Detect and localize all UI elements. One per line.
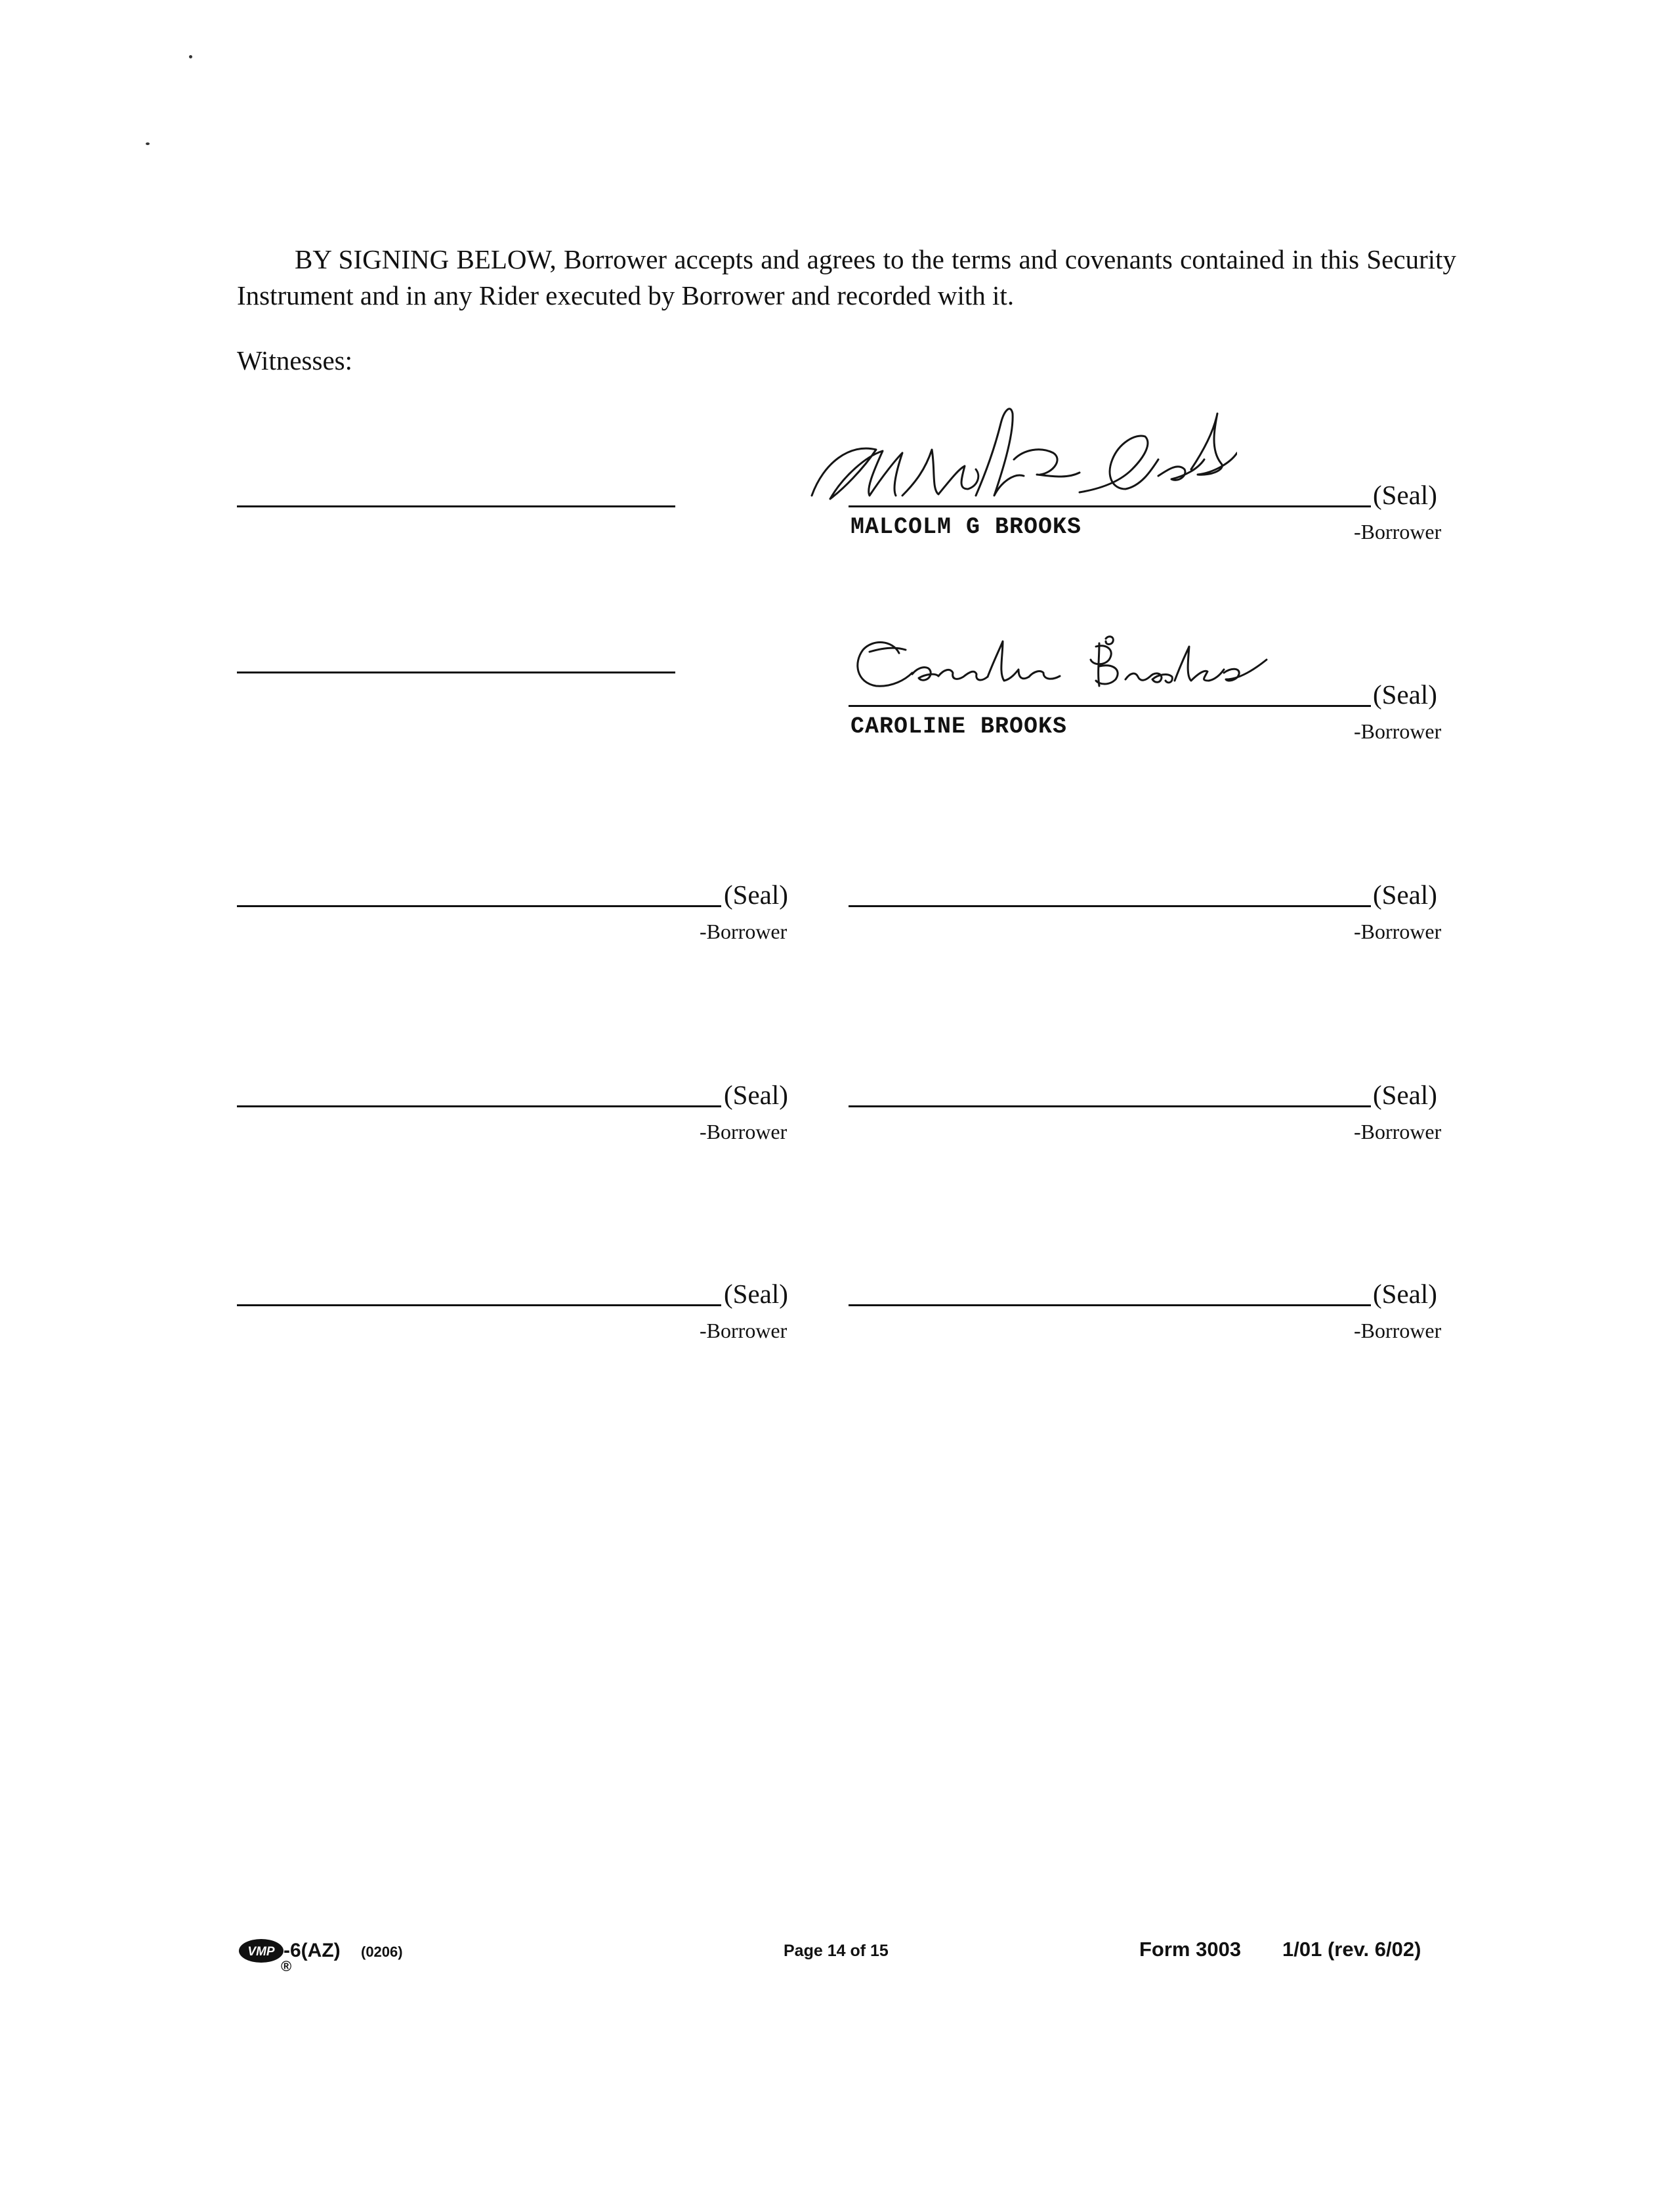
seal-label: (Seal) xyxy=(1373,1279,1437,1309)
registered-mark: ® xyxy=(281,1958,292,1974)
form-code-date: (0206) xyxy=(361,1944,403,1960)
seal-label: (Seal) xyxy=(1373,1080,1437,1110)
svg-text:VMP: VMP xyxy=(247,1945,275,1959)
borrower-role-label: -Borrower xyxy=(1354,1319,1442,1342)
borrower-signature-line[interactable] xyxy=(237,1304,721,1306)
seal-label: (Seal) xyxy=(724,1279,788,1309)
seal-label: (Seal) xyxy=(1373,679,1437,710)
borrower-signature-line[interactable] xyxy=(849,505,1371,507)
form-version: 1/01 (rev. 6/02) xyxy=(1282,1938,1421,1961)
seal-label: (Seal) xyxy=(724,1080,788,1110)
borrower-role-label: -Borrower xyxy=(1354,1120,1442,1143)
witnesses-label: Witnesses: xyxy=(237,345,352,375)
form-number: Form 3003 xyxy=(1139,1938,1242,1961)
borrower-role-label: -Borrower xyxy=(700,920,788,943)
borrower-signature-line[interactable] xyxy=(237,1105,721,1107)
borrower-printed-name: CAROLINE BROOKS xyxy=(850,714,1068,740)
borrower-role-label: -Borrower xyxy=(700,1120,788,1143)
seal-label: (Seal) xyxy=(1373,880,1437,910)
borrower-signature-line[interactable] xyxy=(849,1105,1371,1107)
form-code: -6(AZ) xyxy=(284,1940,341,1961)
borrower-printed-name: MALCOLM G BROOKS xyxy=(850,514,1082,540)
witness-signature-line[interactable] xyxy=(237,671,675,673)
page-number: Page 14 of 15 xyxy=(784,1942,889,1960)
borrower-role-label: -Borrower xyxy=(1354,520,1442,543)
scan-speck xyxy=(146,142,150,145)
seal-label: (Seal) xyxy=(1373,480,1437,510)
seal-label: (Seal) xyxy=(724,880,788,910)
vmp-logo-icon xyxy=(238,1938,285,1967)
borrower-signature-line[interactable] xyxy=(849,905,1371,907)
borrower-role-label: -Borrower xyxy=(1354,719,1442,743)
borrower-role-label: -Borrower xyxy=(700,1319,788,1342)
borrower-signature-line[interactable] xyxy=(849,705,1371,707)
borrower-role-label: -Borrower xyxy=(1354,920,1442,943)
borrower-signature-line[interactable] xyxy=(237,905,721,907)
signature-caroline-brooks xyxy=(847,633,1319,706)
signature-malcolm-brooks xyxy=(804,397,1237,515)
witness-signature-line[interactable] xyxy=(237,505,675,507)
scan-speck xyxy=(189,55,192,58)
borrower-signature-line[interactable] xyxy=(849,1304,1371,1306)
signing-statement: BY SIGNING BELOW, Borrower accepts and agrees to the terms and covenants contained in this Security Instrument and in any Rider executed by Borrower and recorded with it. xyxy=(237,244,1456,310)
